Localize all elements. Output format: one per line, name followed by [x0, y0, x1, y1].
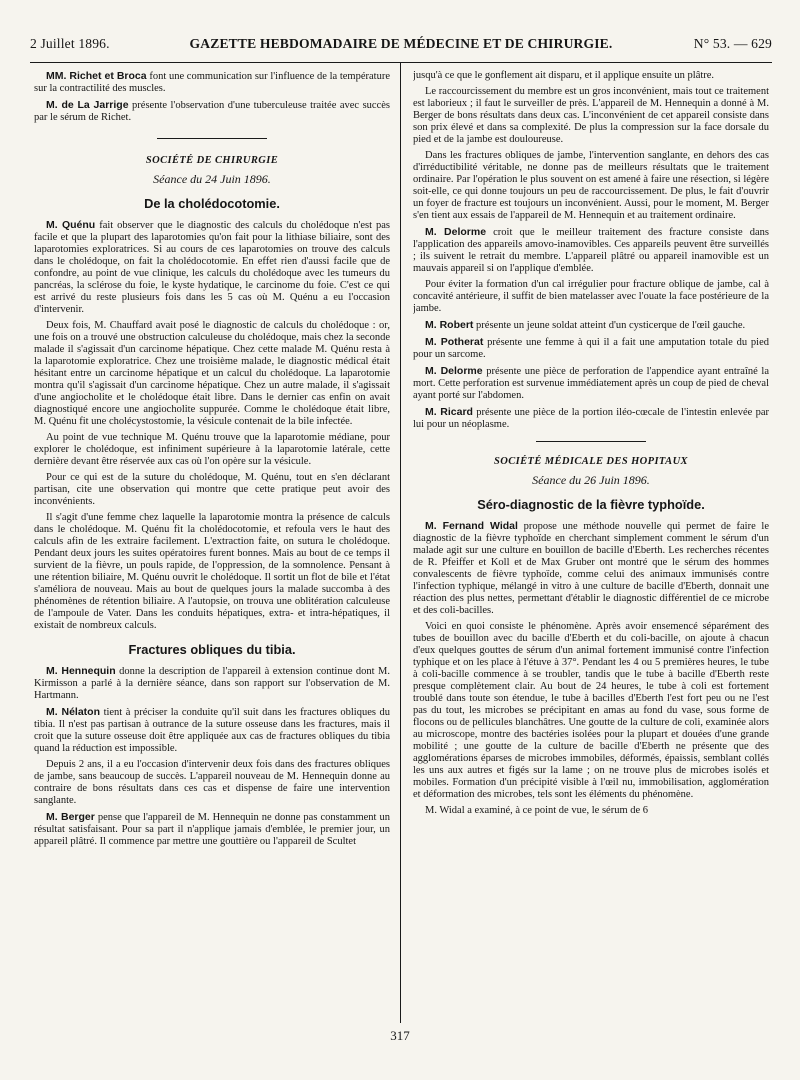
speaker-name: M. Quénu [46, 219, 96, 231]
session-date: Séance du 24 Juin 1896. [153, 172, 271, 186]
paragraph: Au point de vue technique M. Quénu trouve que la laparotomie médiane, pour explorer le cholédoque, est infiniment supérieure à la laparotomie latérale, cette dernière devant être réservée aux cas où l'on opère sur la vésicule. [34, 432, 390, 467]
speaker-name: M. Delorme [425, 365, 483, 377]
article-title: De la cholédocotomie. [144, 196, 280, 211]
paragraph: Voici en quoi consiste le phénomène. Après avoir ensemencé séparément des tubes de bouillon avec du bacille d'Eberth et du coli-bacille, on ajoute à chacun d'eux quelques gouttes de sérum d'un animal fortement immunisé contre l'infection typhique et on les place à l'étuve à 37°. Pendant les 4 ou 5 premières heures, le tube à coli-bacille commence à se troubler, tandis que le tube à bacille d'Eberth reste presque complètement clair. Au bout de 24 heures, le tube à coli est fortement troublé dans toute son étendue, le tube à bacilles d'Eberth l'est fort peu ou ne l'est pas du tout, les microbes se précipitant en amas au fond du vase, sous forme de flocons ou de pellicules blanchâtres. Une goutte de la culture de coli, examinée alors au microscope, montre des bactéries isolées pour la plupart et douées d'une grande mobilité ; une goutte de la culture de bacille d'Eberth ne présente que des agglomérations éparses de microbes immobiles, déformés, épaissis, semblant collés les uns aux autres et figés sur la lame ; on ne trouve plus de microbes isolés et mobiles. Formation d'un précipité visible à l'œil nu, immobilisation, agglomération et déformation des microbes, tels sont les éléments du phénomène. [413, 621, 769, 800]
speaker-name: MM. Richet et Broca [46, 70, 147, 82]
header-date: 2 Juillet 1896. [30, 36, 110, 51]
running-header [30, 36, 772, 58]
speaker-name: M. Ricard [425, 406, 473, 418]
header-rule [30, 62, 772, 63]
speaker-name: M. Nélaton [46, 706, 101, 718]
paragraph-text: pense que l'appareil de M. Hennequin ne donne pas constamment un résultat satisfaisant. Pour sa part il n'applique jamais d'emblée, le premier jour, un appareil plâtré. Il commence par mettre une gouttière ou l'appareil de Scultet [34, 812, 390, 847]
society-heading: SOCIÉTÉ DE CHIRURGIE [145, 155, 279, 166]
header-issue-page: N° 53. — 629 [693, 36, 772, 51]
paragraph [34, 811, 390, 848]
header-journal-title: GAZETTE HEBDOMADAIRE DE MÉDECINE ET DE CHIRURGIE. [189, 36, 613, 51]
paragraph-text: fait observer que le diagnostic des calculs du cholédoque n'est pas facile et que la plupart des laparotomies qu'on fait pour la lithiase biliaire, sont des laparotomies exploratrices. Si au cours de ces laparotomies on trouve des calculs dans le cholédoque, on fait la cholédocotomie. En effet rien d'aussi facile que de confondre, au point de vue clinique, les calculs du cholédoque avec les tumeurs du pancréas, la sclérose du foie, le kyste hydatique, le carcinome du foie. C'est ce qui est arrivé du reste plusieurs fois dans les 5 cas où M. Quénu a eu l'occasion d'intervenir. [34, 220, 390, 315]
speaker-name: M. Robert [425, 319, 474, 331]
paragraph [34, 219, 390, 316]
paragraph: Deux fois, M. Chauffard avait posé le diagnostic de calculs du cholédoque : or, une fois on a trouvé une obstruction calculeuse du cholédoque, mais chez la seconde malade il s'agissait d'un carcinome hépatique. Chez cette malade M. Quénu resta à la laparotomie exploratrice. Chez une troisième malade, le diagnostic médical était hésitant entre un carcinome hépatique et un calcul du cholédoque. La laparotomie montra qu'il s'agissait d'un carcinome hépatique. Chez un autre malade, il s'agissait d'une angiocholite et le cholédoque était libre. Dans le dernier cas enfin on avait diagnostiqué encore une angiocholite suppurée. Comme le cholédoque était libre, M. Quénu fit une cholécystostomie, la vésicule contenait de la bile infectée. [34, 320, 390, 427]
paragraph: Depuis 2 ans, il a eu l'occasion d'intervenir deux fois dans des fractures obliques de jambe, sans beaucoup de succès. L'appareil nouveau de M. Hennequin donne au contraire de bons résultats dans ces cas et dispense de faire une intervention sanglante. [34, 759, 390, 806]
paragraph-text: présente une femme à qui il a fait une amputation totale du pied pour un sarcome. [413, 337, 769, 360]
paragraph-text: présente l'observation d'une tuberculeuse traitée avec succès par le sérum de Richet. [34, 100, 390, 123]
section-separator [157, 138, 267, 139]
paragraph [413, 226, 769, 275]
session-date: Séance du 26 Juin 1896. [532, 473, 650, 487]
paragraph-text: présente un jeune soldat atteint d'un cysticerque de l'œil gauche. [473, 320, 746, 331]
article-title: Séro-diagnostic de la fièvre typhoïde. [477, 497, 705, 512]
column-divider [400, 63, 401, 1023]
paragraph: Pour ce qui est de la suture du cholédoque, M. Quénu, tout en s'en déclarant partisan, cite une observation qui montre que cette pratique peut avoir des inconvénients. [34, 472, 390, 507]
paragraph: jusqu'à ce que le gonflement ait disparu, et il applique ensuite un plâtre. [413, 70, 715, 81]
paragraph [413, 520, 769, 617]
article-title: Fractures obliques du tibia. [128, 642, 296, 657]
paragraph-text: présente une pièce de la portion iléo-cœcale de l'intestin enlevée par lui pour un néoplasme. [413, 407, 769, 430]
society-heading: SOCIÉTÉ MÉDICALE DES HOPITAUX [494, 456, 688, 467]
paragraph [413, 365, 769, 402]
paragraph [34, 99, 390, 124]
paragraph-text: croit que le meilleur traitement des fracture consiste dans l'application des appareils amovo-inamovibles. Ces appareils peuvent être surveillés ; ils suivent le retrait du membre. L'appareil plâtré ou appareil inamovible est un mauvais appareil si on l'applique d'emblée. [413, 227, 769, 274]
paragraph [34, 706, 390, 755]
paragraph-text: donne la description de l'appareil à extension continue dont M. Kirmisson a parlé à la dernière séance, dans son rapport sur l'observation de M. Hartmann. [34, 666, 390, 701]
speaker-name: M. Hennequin [46, 665, 116, 677]
paragraph: Le raccourcissement du membre est un gros inconvénient, mais tout ce traitement est laborieux ; il faut le surveiller de près. L'appareil de M. Hennequin a donné à M. Berger de bons résultats dans deux cas. L'inconvénient de cet appareil consiste dans son prix élevé et dans sa complexité. De plus la compression sur la face dorsale du pied et de la jambe est douloureuse. [413, 86, 769, 145]
paragraph: M. Widal a examiné, à ce point de vue, le sérum de 6 [425, 805, 649, 816]
page-folio: 317 [390, 1028, 410, 1043]
paragraph: Dans les fractures obliques de jambe, l'intervention sanglante, en dehors des cas d'irréductibilité véritable, ne donne pas de meilleurs résultats que le traitement ordinaire. Par l'opération le plus souvent on est amené à faire une résection, si légère soit-elle, ce qui donne toujours un peu de raccourcissement. De plus, le fait d'ouvrir un foyer de fracture est toujours un inconvénient. Aussi, pour le moment, M. Berger s'en tient aux essais de l'appareil de M. Hennequin et au traitement ordinaire. [413, 150, 769, 221]
paragraph-text: font une communication sur l'influence de la température sur la contractilité des muscles. [34, 71, 390, 94]
paragraph: Pour éviter la formation d'un cal irrégulier pour fracture oblique de jambe, cal à concavité antérieure, il suffit de bien matelasser avec l'ouate la face postérieure de la jambe. [413, 279, 769, 314]
paragraph [413, 406, 769, 431]
paragraph [34, 70, 390, 95]
paragraph [413, 319, 769, 332]
speaker-name: M. Fernand Widal [425, 520, 518, 532]
paragraph-text: propose une méthode nouvelle qui permet de faire le diagnostic de la fièvre typhoïde en cherchant simplement comment le sérum d'un malade agit sur une culture en bouillon de bacille d'Eberth. Les recherches récentes de R. Pfeiffer et Koll et de Max Gruber ont montré que le sérum des hommes convalescents de fièvre typhoïde, comme celui des animaux immunisés contre l'infection typhique, mélangé in vitro à une culture de bacille d'Eberth, donnait une réaction des plus nettes, permettant d'établir le diagnostic différentiel de ce microbe et des coli-bacilles. [413, 521, 769, 616]
right-column [413, 70, 769, 1020]
paragraph-text: tient à préciser la conduite qu'il suit dans les fractures obliques du tibia. Il n'est pas partisan à outrance de la suture osseuse dans les fractures, mais il croit que la suture osseuse doit être appliquée aux cas de fractures obliques du tibia quand la réduction est impossible. [34, 707, 390, 754]
paragraph [413, 336, 769, 361]
paragraph: Il s'agit d'une femme chez laquelle la laparotomie montra la présence de calculs dans le cholédoque. M. Quénu fit la cholédocotomie, et refoula vers le haut des calculs afin de les extraire facilement. L'extraction faite, on sutura le cholédoque. Pendant deux jours les suites opératoires furent bonnes. Mais au bout de ce temps il survient de la fièvre, un pouls rapide, de l'oppression, de la somnolence. Pensant à une rétention biliaire, M. Quénu ouvrit le cholédoque. Il sortit un flot de bile et l'état s'améliora de nouveau. Mais au bout de quelques jours la malade succomba à des phénomènes de rétention biliaire. A l'autopsie, on trouva une oblitération calculeuse de l'ampoule de Vater. Dans les conduits hépatiques, extra- et intra-hépatiques, il existait de nombreux calculs. [34, 512, 390, 631]
section-separator [536, 441, 646, 442]
paragraph [34, 665, 390, 702]
left-column [34, 70, 390, 1020]
speaker-name: M. de La Jarrige [46, 99, 129, 111]
speaker-name: M. Potherat [425, 336, 484, 348]
speaker-name: M. Delorme [425, 226, 487, 238]
paragraph-text: présente une pièce de perforation de l'appendice ayant entraîné la mort. Cette perforation est survenue immédiatement après un coup de pied de cheval ayant porté sur l'abdomen. [413, 366, 769, 401]
speaker-name: M. Berger [46, 811, 95, 823]
